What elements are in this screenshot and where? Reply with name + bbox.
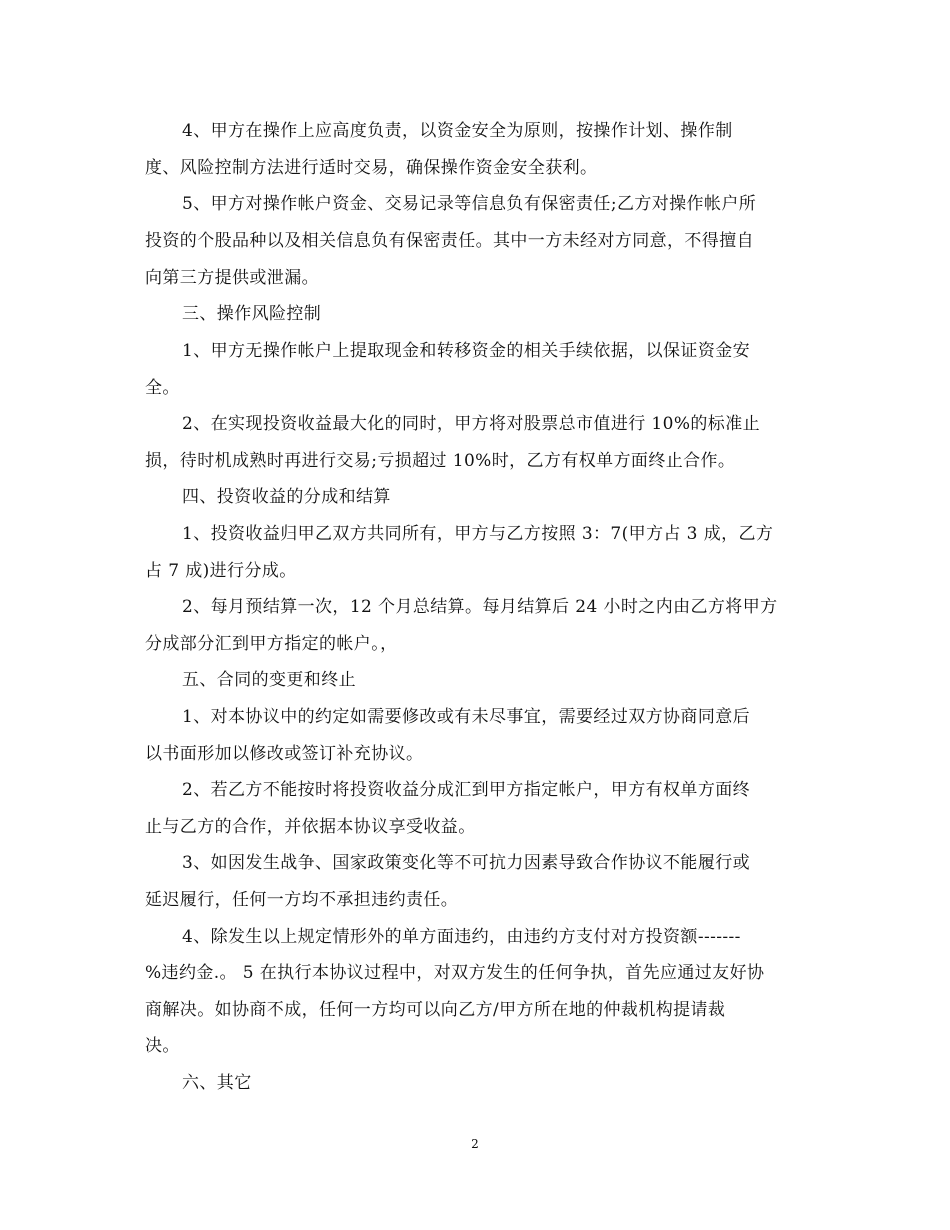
paragraph-line: 损，待时机成熟时再进行交易;亏损超过 10%时，乙方有权单方面终止合作。: [145, 451, 736, 471]
section-heading: 三、操作风险控制: [182, 304, 322, 324]
paragraph-line: 3、如因发生战争、国家政策变化等不可抗力因素导致合作协议不能履行或: [182, 853, 751, 873]
paragraph-line: 2、在实现投资收益最大化的同时，甲方将对股票总市值进行 10%的标准止: [182, 414, 761, 434]
paragraph-line: 2、若乙方不能按时将投资收益分成汇到甲方指定帐户，甲方有权单方面终: [182, 780, 751, 800]
paragraph-line: 向第三方提供或泄漏。: [145, 268, 319, 288]
section-heading: 六、其它: [182, 1073, 252, 1093]
paragraph-line: 度、风险控制方法进行适时交易，确保操作资金安全获利。: [145, 158, 598, 178]
page-number: 2: [471, 1137, 479, 1151]
paragraph-line: 止与乙方的合作，并依据本协议享受收益。: [145, 817, 476, 837]
paragraph-line: 以书面形加以修改或签订补充协议。: [145, 744, 424, 764]
paragraph-line: 1、甲方无操作帐户上提取现金和转移资金的相关手续依据，以保证资金安: [182, 341, 751, 361]
paragraph-line: 全。: [145, 378, 180, 398]
paragraph-line: 4、除发生以上规定情形外的单方面违约，由违约方支付对方投资额-------: [182, 927, 741, 947]
section-heading: 五、合同的变更和终止: [182, 670, 356, 690]
paragraph-line: 商解决。如协商不成，任何一方均可以向乙方/甲方所在地的仲裁机构提请裁: [145, 1000, 726, 1020]
paragraph-line: 5、甲方对操作帐户资金、交易记录等信息负有保密责任;乙方对操作帐户所: [182, 194, 757, 214]
paragraph-line: 4、甲方在操作上应高度负责，以资金安全为原则，按操作计划、操作制: [182, 121, 733, 141]
paragraph-line: 决。: [145, 1036, 180, 1056]
paragraph-line: 1、对本协议中的约定如需要修改或有未尽事宜，需要经过双方协商同意后: [182, 707, 751, 727]
paragraph-line: 分成部分汇到甲方指定的帐户。，: [145, 634, 398, 654]
paragraph-line: 延迟履行，任何一方均不承担违约责任。: [145, 890, 459, 910]
paragraph-line: %违约金.。 5 在执行本协议过程中，对双方发生的任何争执，首先应通过友好协: [145, 963, 765, 983]
paragraph-line: 2、每月预结算一次，12 个月总结算。每月结算后 24 小时之内由乙方将甲方: [182, 597, 778, 617]
paragraph-line: 占 7 成)进行分成。: [145, 561, 297, 581]
section-heading: 四、投资收益的分成和结算: [182, 487, 391, 507]
paragraph-line: 1、投资收益归甲乙双方共同所有，甲方与乙方按照 3：7(甲方占 3 成，乙方: [182, 524, 774, 544]
paragraph-line: 投资的个股品种以及相关信息负有保密责任。其中一方未经对方同意，不得擅自: [145, 231, 754, 251]
